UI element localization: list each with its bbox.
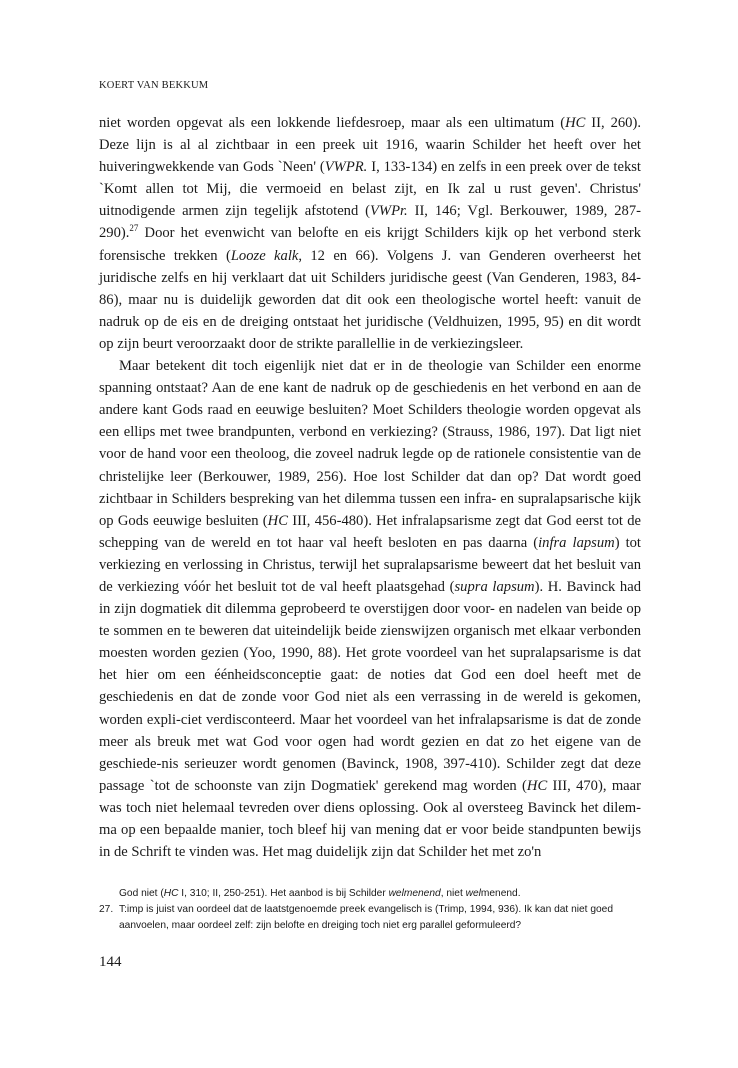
footnotes [99,886,641,934]
text-run: niet worden opgevat als een lokkende liefdesroep, maar als een ultimatum ( [99,115,566,131]
footnote-continuation [99,886,641,902]
footnote-text: T:imp is juist van oordeel dat de laatstgenoemde preek evangelisch is (Trimp, 1994, 936). Ik kan dat niet goed aanvoelen, maar oordeel zelf: zijn belofte en dreiging toch niet erg parallel geformuleerd? [119,904,613,931]
footnote-number: 27. [99,904,114,915]
paragraph-1 [99,112,641,355]
footnote-27 [99,902,641,934]
text-run: , 12 en 66). Volgens J. van Genderen overheerst het juridische zelfs en hij verklaart dat uit Schilders juridische geest (Van Genderen, 1983, 84-86), maar nu is duidelijk geworden dat dit ook een theologische wortel heeft: vanuit de nadruk op de eis en de dreiging ontstaat het juridische (Veldhuizen, 1995, 95) en dit wordt op zijn beurt veroorzaakt door de strikte parallellie in de verkiezingsleer. [99,247,641,352]
text-run: ) tot verkiezing en verlossing in Christus, terwijl het supralapsarisme beweert dat het besluit van de verkiezing vóór het besluit tot de val heeft plaatsgehad ( [99,534,641,595]
italic-text: supra lapsum [454,578,535,595]
text-run: III, 456-480). Het infralapsarisme zegt dat God eerst tot de schepping van de wereld en tot haar val heeft besloten en pas daarna ( [99,512,642,551]
text-run: , niet [440,888,466,899]
running-head: KOERT VAN BEKKUM [99,80,209,91]
text-run: Door het evenwicht van belofte en eis krijgt Schilders kijk op het verbond sterk forensische trekken ( [99,225,641,264]
text-run: I, 133-134) en zelfs in een preek over de tekst `Komt allen tot Mij, die vermoeid en belast zijt, en Ik zal u rust geven'. Christus' uitnodigende armen zijn tegelijk afstotend ( [99,159,641,220]
body-text [99,112,641,863]
text-run: II, 260). Deze lijn is al al zichtbaar in een preek uit 1916, waarin Schilder het heeft over het huiveringwekkende van Gods `Neen' ( [99,115,641,176]
text-run: II, 146; Vgl. Berkouwer, 1989, 287-290). [99,203,642,242]
italic-text: welmenend [388,888,441,899]
italic-text: VWPR. [324,159,368,176]
footnote-ref: 27 [129,223,139,234]
italic-text: infra lapsum [538,534,615,551]
italic-text: VWPr. [370,203,408,220]
italic-text: HC [526,777,548,794]
italic-text: HC [565,115,586,131]
text-run: God niet ( [119,888,164,899]
text-run: menend. [480,888,521,899]
italic-text: Looze kalk [230,247,299,264]
italic-text: HC [163,888,179,899]
italic-text: wel [465,888,481,899]
paragraph-2 [99,355,641,863]
text-run: I, 310; II, 250-251). Het aanbod is bij Schilder [178,888,389,899]
page-number: 144 [99,954,122,970]
italic-text: HC [267,512,288,529]
text-run: ). H. Bavinck had in zijn dogmatiek dit dilemma geprobeerd te overstijgen door voor- en nadelen van beide op te sommen en te beweren dat uiteindelijk beide zienswijzen organisch met elkaar verbonden moesten worden gezien (Yoo, 1990, 88). Het grote voordeel van het supralapsarisme is dat het hier om een éénheidsconceptie gaat: de noties dat God een doel heeft met de geschiedenis en dat de zonde voor God niet als een verrassing in de wereld is gekomen, worden expli-ciet verdisconteerd. Maar het voordeel van het infralapsarisme is dat de zonde meer als breuk met wat God voor ogen had wordt gezien en dat zo het eigene van de geschiede-nis serieuzer wordt genomen (Bavinck, 1908, 397-410). Schilder zegt dat deze passage `tot de schoonste van zijn Dogmatiek' gerekend mag worden ( [99,578,642,794]
text-run: Maar betekent dit toch eigenlijk niet dat er in de theologie van Schilder een enorme spanning ontstaat? Aan de ene kant de nadruk op de geschiedenis en het verbond en aan de andere kant Gods raad en eeuwige besluiten? Moet Schilders theologie worden opgevat als een ellips met twee brandpunten, verbond en verkiezing? (Strauss, 1986, 197). Dat ligt niet voor de hand voor een theoloog, die zoveel nadruk legde op de rationele consistentie van de christelijke leer (Berkouwer, 1989, 256). Hoe lost Schilder dat dan op? Dat wordt goed zichtbaar in Schilders bespreking van het dilemma tussen een infra- en supralapsarische kijk op Gods eeuwige besluiten ( [99,358,641,529]
text-run: III, 470), maar was toch niet helemaal tevreden over diens oplossing. Ook al oversteeg Bavinck het dilem-ma op een bepaalde manier, toch bleef hij van mening dat er voor beide standpunten bewijs in de Schrift te vinden was. Het mag duidelijk zijn dat Schilder het met zo'n [99,777,641,861]
